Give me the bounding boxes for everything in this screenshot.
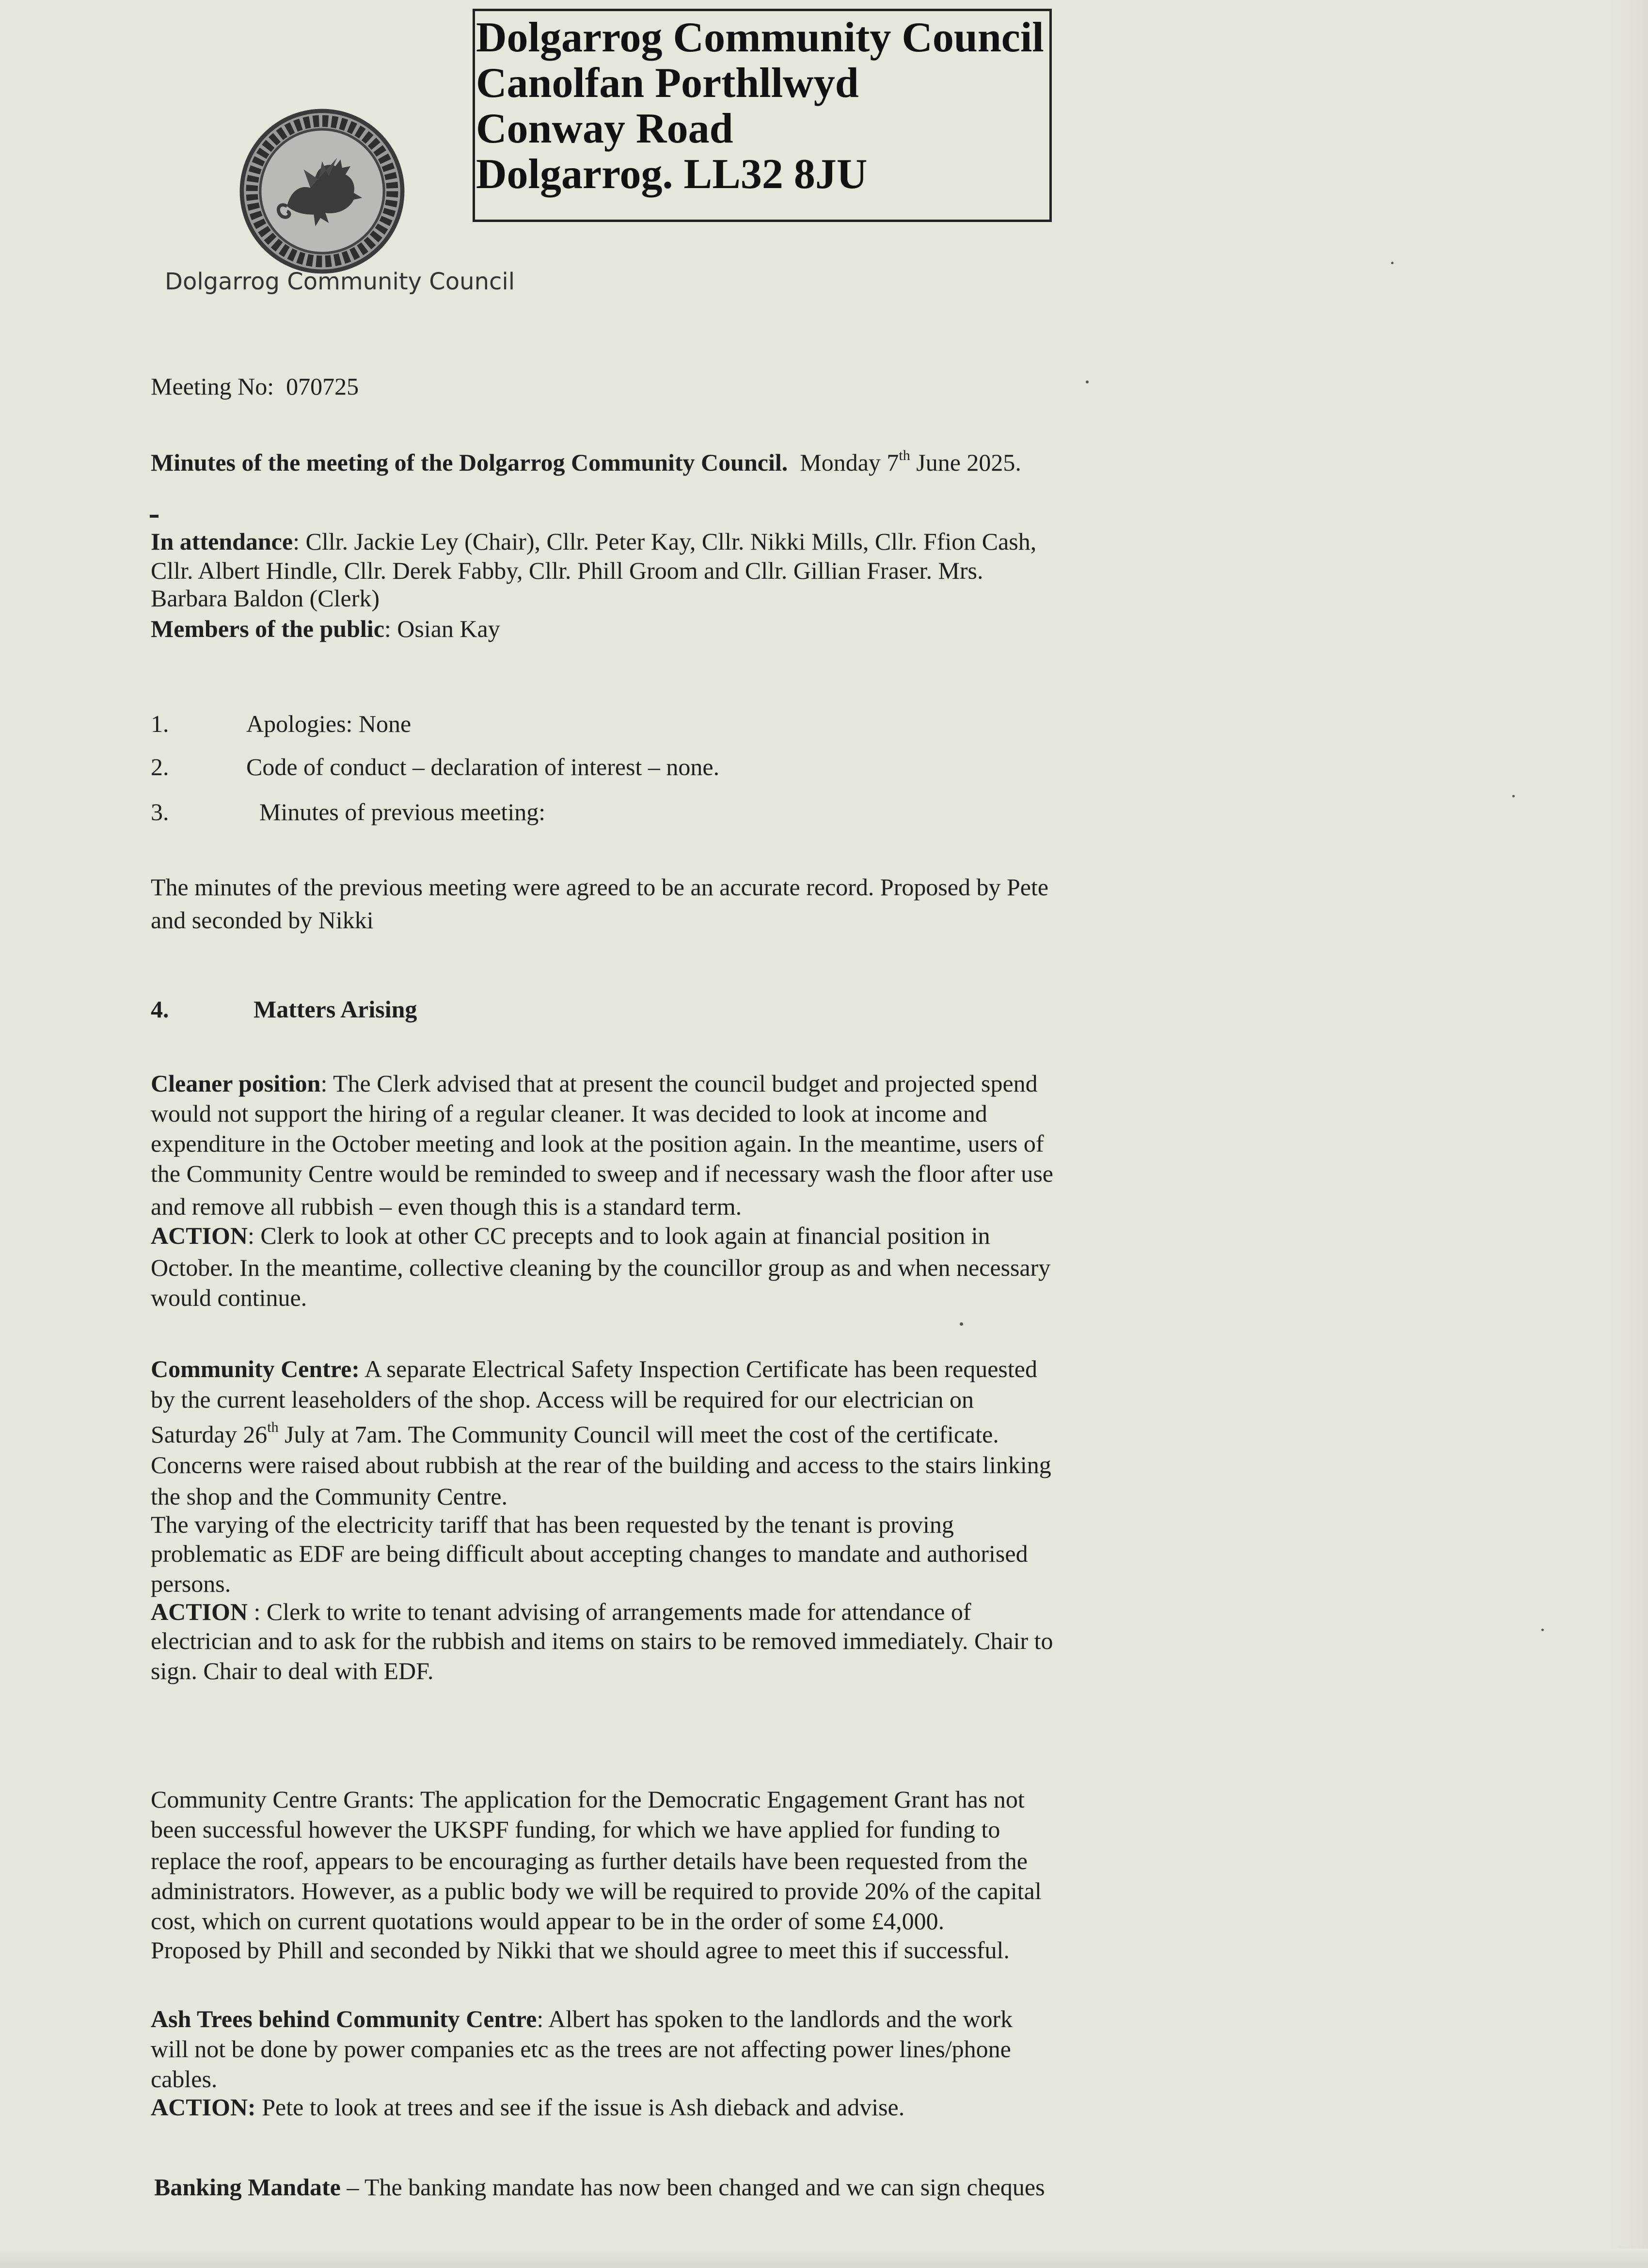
community-centre-line-2: by the current leaseholders of the shop. Access will be required for our electrician on: [151, 1386, 974, 1413]
banking-label: Banking Mandate: [154, 2173, 341, 2201]
letterhead-line-road: Conway Road: [476, 105, 733, 152]
scan-speck: [1512, 795, 1515, 797]
cleaner-line-1: Cleaner position: The Clerk advised that at present the council budget and projected spend: [151, 1070, 1038, 1097]
ash-trees-action-line: ACTION: Pete to look at trees and see if the issue is Ash dieback and advise.: [151, 2094, 905, 2121]
ash-trees-line-3: cables.: [151, 2065, 218, 2093]
community-centre-line-3: Saturday 26th July at 7am. The Community Council will meet the cost of the certificate.: [151, 1419, 999, 1448]
minutes-heading-line: [151, 449, 1021, 476]
attendance-line-2: Cllr. Albert Hindle, Cllr. Derek Fabby, Cllr. Phill Groom and Cllr. Gillian Fraser. Mrs.: [151, 557, 983, 584]
grants-line-2: been successful however the UKSPF funding, for which we have applied for funding to: [151, 1816, 1000, 1843]
logo-caption: Dolgarrog Community Council: [165, 268, 515, 295]
scan-speck: [1391, 262, 1394, 264]
grants-line-4: administrators. However, as a public body we will be required to provide 20% of the capital: [151, 1877, 1042, 1904]
attendance-line-1: In attendance: Cllr. Jackie Ley (Chair), Cllr. Peter Kay, Cllr. Nikki Mills, Cllr. Ffion Cash,: [151, 528, 1037, 555]
cleaner-line-2: would not support the hiring of a regular cleaner. It was decided to look at income and: [151, 1100, 987, 1127]
community-centre-line-4: Concerns were raised about rubbish at the rear of the building and access to the stairs linking: [151, 1451, 1051, 1478]
grants-line-6: Proposed by Phill and seconded by Nikki that we should agree to meet this if successful.: [151, 1936, 1010, 1964]
meeting-number-label: Meeting No:: [151, 373, 274, 400]
public-label: Members of the public: [151, 615, 384, 642]
previous-minutes-line-2: and seconded by Nikki: [151, 906, 374, 934]
cleaner-action-line-3: would continue.: [151, 1284, 307, 1311]
grants-line-1: Community Centre Grants: The application for the Democratic Engagement Grant has not: [151, 1786, 1025, 1813]
community-centre-line-8: persons.: [151, 1570, 231, 1597]
scan-edge-bottom: [0, 2249, 1648, 2268]
item-4-number: 4.: [151, 996, 169, 1023]
cleaner-line-4: the Community Centre would be reminded to sweep and if necessary wash the floor after use: [151, 1160, 1053, 1187]
grants-line-5: cost, which on current quotations would appear to be in the order of some £4,000.: [151, 1907, 945, 1935]
community-centre-line-6: The varying of the electricity tariff that has been requested by the tenant is proving: [151, 1511, 954, 1538]
item-1-number: 1.: [151, 710, 169, 737]
scan-speck: [1541, 1629, 1544, 1631]
attendance-line-3: Barbara Baldon (Clerk): [151, 585, 380, 612]
letterhead-address-box: [473, 9, 1052, 222]
meeting-number-line: [151, 373, 359, 400]
scan-speck: [960, 1322, 963, 1326]
letterhead-line-town: Dolgarrog. LL32 8JU: [476, 151, 868, 198]
community-centre-action-line-3: sign. Chair to deal with EDF.: [151, 1657, 434, 1684]
matters-arising-heading: Matters Arising: [254, 996, 417, 1023]
cleaner-line-5: and remove all rubbish – even though this is a standard term.: [151, 1193, 742, 1220]
community-centre-line-5: the shop and the Community Centre.: [151, 1483, 508, 1510]
cleaner-action-line-1: ACTION: Clerk to look at other CC precepts and to look again at financial position in: [151, 1222, 990, 1249]
welsh-dragon-seal-icon: [238, 108, 406, 275]
cleaner-line-3: expenditure in the October meeting and look at the position again. In the meantime, users of: [151, 1130, 1044, 1157]
meeting-date: Monday 7th June 2025.: [800, 447, 1021, 476]
item-3-number: 3.: [151, 798, 169, 825]
item-2-number: 2.: [151, 753, 169, 780]
letterhead-line-council: Dolgarrog Community Council: [476, 14, 1044, 61]
cleaner-label: Cleaner position: [151, 1070, 321, 1097]
banking-line-1: Banking Mandate – The banking mandate has now been changed and we can sign cheques: [154, 2173, 1045, 2201]
cleaner-action-label: ACTION: [151, 1222, 248, 1249]
item-3-text: Minutes of previous meeting:: [259, 798, 546, 825]
public-line: Members of the public: Osian Kay: [151, 615, 500, 642]
item-1-text: Apologies: None: [246, 710, 412, 737]
item-2-text: Code of conduct – declaration of interest – none.: [246, 753, 720, 780]
community-centre-line-1: Community Centre: A separate Electrical Safety Inspection Certificate has been requested: [151, 1355, 1037, 1382]
cleaner-action-line-2: October. In the meantime, collective cleaning by the councillor group as and when necessary: [151, 1254, 1051, 1281]
community-centre-line-7: problematic as EDF are being difficult about accepting changes to mandate and authorised: [151, 1540, 1028, 1567]
grants-line-3: replace the roof, appears to be encouraging as further details have been requested from the: [151, 1847, 1028, 1874]
scan-speck: [1086, 381, 1089, 383]
stray-mark: [150, 515, 158, 518]
scan-edge-right: [1609, 0, 1648, 2268]
meeting-number: 070725: [286, 373, 359, 400]
ash-trees-line-2: will not be done by power companies etc as the trees are not affecting power lines/phone: [151, 2035, 1011, 2062]
ash-trees-line-1: Ash Trees behind Community Centre: Albert has spoken to the landlords and the work: [151, 2005, 1013, 2032]
community-centre-action-line-2: electrician and to ask for the rubbish and items on stairs to be removed immediately. Chair to: [151, 1627, 1053, 1654]
minutes-heading: Minutes of the meeting of the Dolgarrog Community Council.: [151, 449, 788, 476]
letterhead-line-building: Canolfan Porthllwyd: [476, 60, 859, 107]
community-centre-action-label: ACTION: [151, 1598, 248, 1625]
community-centre-action-line-1: ACTION : Clerk to write to tenant advising of arrangements made for attendance of: [151, 1598, 971, 1625]
community-centre-label: Community Centre:: [151, 1355, 360, 1382]
ash-trees-label: Ash Trees behind Community Centre: [151, 2005, 537, 2032]
attendance-label: In attendance: [151, 528, 293, 555]
ash-trees-action-label: ACTION:: [151, 2094, 256, 2121]
previous-minutes-line-1: The minutes of the previous meeting were agreed to be an accurate record. Proposed by Pete: [151, 873, 1049, 901]
